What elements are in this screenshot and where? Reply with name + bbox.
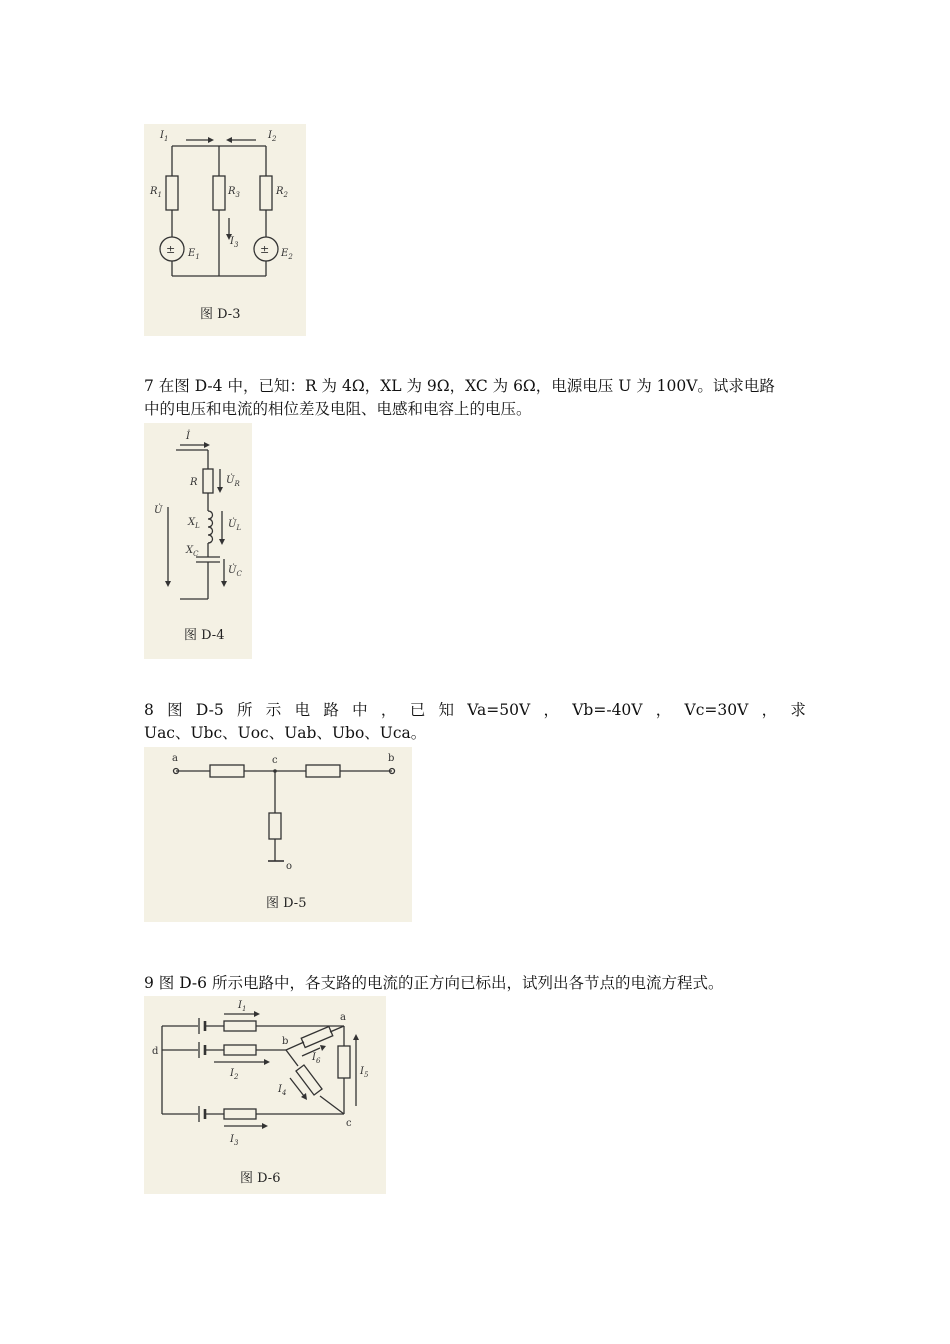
svg-text:XL: $X_L$ [188,517,200,530]
circuit-diagram-d6 [144,996,386,1194]
svg-text:±: ± [260,243,270,256]
svg-text:R1: $R_1$ [150,186,162,199]
svg-text:b: b [282,1036,289,1047]
question-8-line-1: 8 图 D-5 所 示 电 路 中 ， 已 知 Va=50V ， Vb=-40V ， Vc=30V ， 求 [144,701,806,719]
figure-caption: 图 D-5 [266,896,307,911]
svg-text:I5: $I_5$ [360,1066,369,1079]
svg-text:±: ± [166,243,176,256]
svg-text:c: c [272,755,278,766]
figure-caption: 图 D-4 [184,628,225,643]
svg-text:I1: $I_1$ [238,1000,247,1013]
svg-text:XC: $X_C$ [186,545,199,558]
svg-text:I3: $I_3$ [230,1134,239,1147]
figure-d4 [144,423,252,659]
svg-text:I2: $I_2$ [268,130,277,143]
svg-text:b: b [388,753,395,764]
svg-text:E1: $E_1$ [188,248,200,261]
svg-text:E2: $E_2$ [281,248,293,261]
svg-text:c: c [346,1118,352,1129]
svg-text:R: R [190,477,198,488]
svg-text:I4: $I_4$ [278,1084,287,1097]
svg-text:U̇L: $U̇_L$ [228,519,242,532]
svg-text:I6: $I_6$ [312,1052,321,1065]
question-9 [144,972,806,995]
circuit-diagram-d5 [144,747,412,922]
figure-d6 [144,996,386,1194]
circuit-diagram-d3 [144,124,306,336]
svg-text:a: a [340,1012,346,1023]
svg-text:I3: $I_3$ [230,236,239,249]
question-7-line-2: 中的电压和电流的相位差及电阻、电感和电容上的电压。 [144,400,532,418]
svg-text:I2: $I_2$ [230,1068,239,1081]
svg-text:R2: $R_2$ [276,186,288,199]
figure-d3 [144,124,306,336]
svg-text:İ: İ [186,431,190,442]
question-8 [144,699,806,745]
figure-caption: 图 D-6 [240,1171,281,1186]
svg-text:U̇R: $U̇_R$ [226,475,240,488]
figure-d5 [144,747,412,922]
question-7 [144,375,806,421]
svg-text:R3: $R_3$ [228,186,240,199]
question-8-line-2: Uac、Ubc、Uoc、Uab、Ubo、Uca。 [144,724,427,742]
circuit-diagram-d4 [144,423,252,659]
svg-text:o: o [286,861,293,872]
svg-text:U̇: U̇ [154,505,163,516]
svg-text:U̇C: $U̇_C$ [228,565,242,578]
figure-caption: 图 D-3 [200,307,241,322]
question-7-line-1: 7 在图 D-4 中，已知：R 为 4Ω，XL 为 9Ω，XC 为 6Ω，电源电压 U 为 100V。试求电路 [144,377,775,395]
question-9-line-1: 9 图 D-6 所示电路中，各支路的电流的正方向已标出，试列出各节点的电流方程式。 [144,974,724,992]
svg-text:d: d [152,1046,159,1057]
svg-text:I1: $I_1$ [160,130,169,143]
svg-text:a: a [172,753,178,764]
